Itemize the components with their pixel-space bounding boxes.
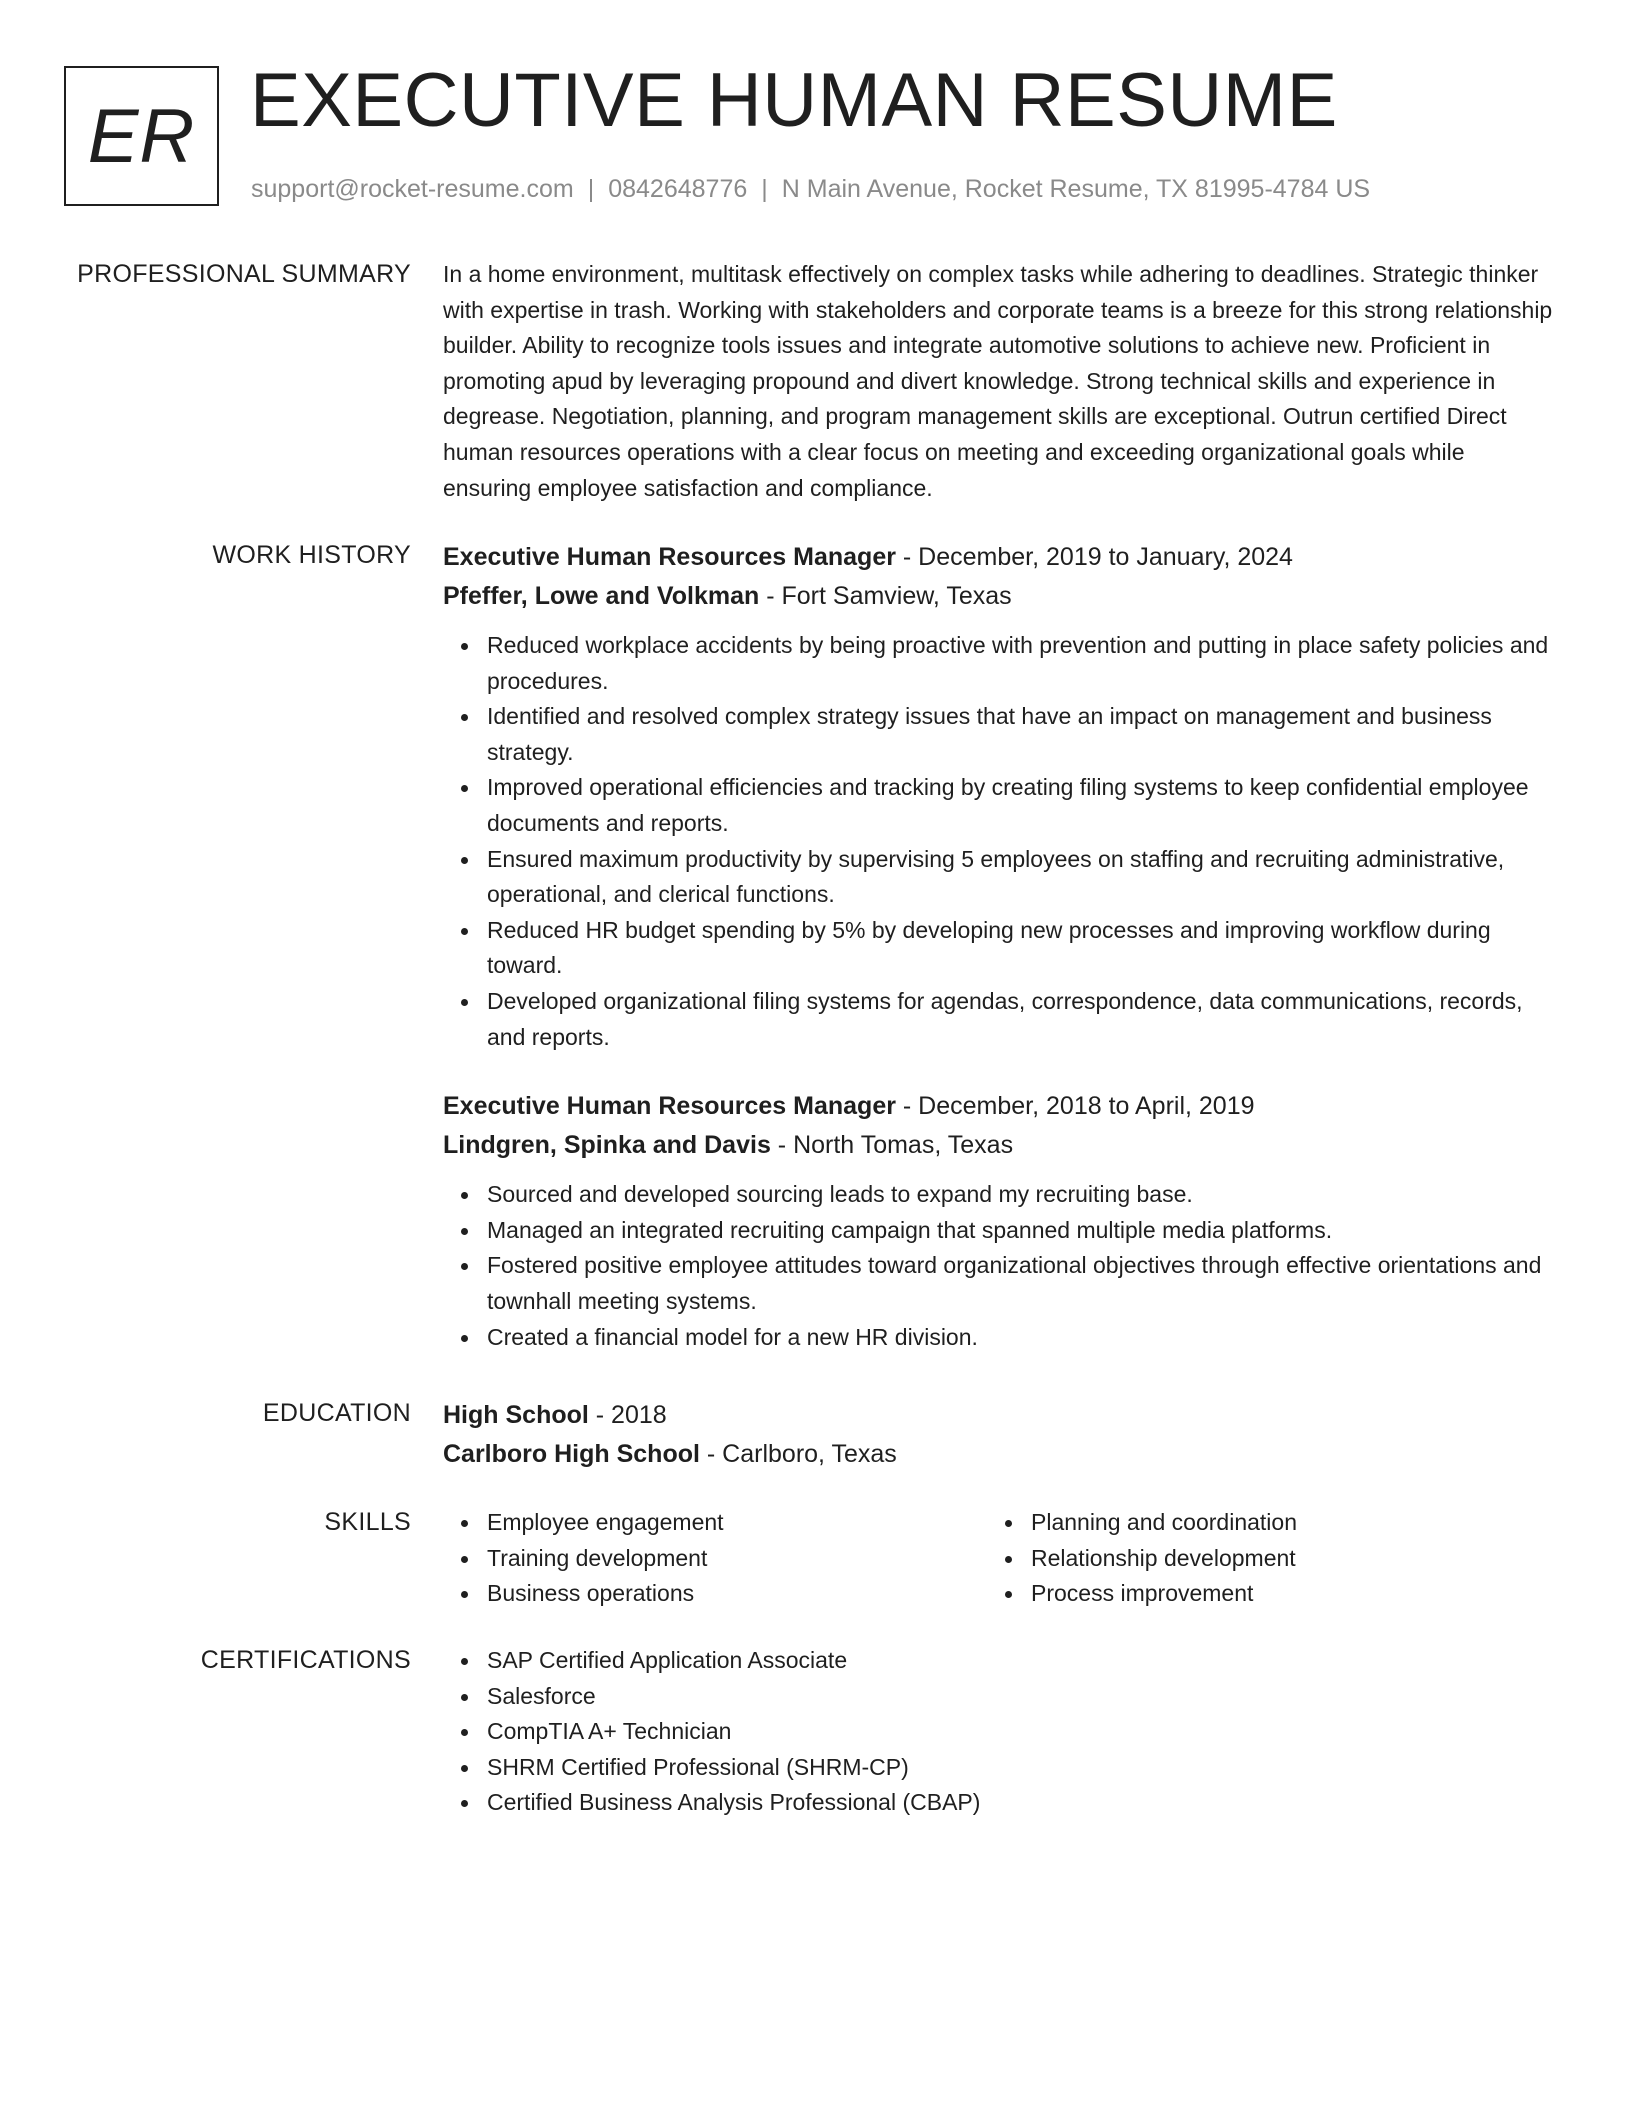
job-company: Pfeffer, Lowe and Volkman — [443, 582, 760, 610]
certification-item: SAP Certified Application Associate — [487, 1643, 1553, 1679]
job-dates: - December, 2018 to April, 2019 — [895, 1092, 1255, 1121]
education-school-line — [443, 1435, 1553, 1474]
section-label-education: EDUCATION — [262, 1399, 411, 1427]
skills-column-right — [987, 1505, 1531, 1612]
job-bullet: Managed an integrated recruiting campaign that spanned multiple media platforms. — [487, 1213, 1553, 1249]
contact-line — [251, 173, 1370, 205]
skills-column-left — [443, 1505, 987, 1612]
certifications-body — [443, 1643, 1553, 1821]
section-label-certifications: CERTIFICATIONS — [200, 1646, 411, 1674]
certification-item: Salesforce — [487, 1679, 1553, 1715]
job-bullet: Reduced HR budget spending by 5% by developing new processes and improving workflow during toward. — [487, 913, 1553, 984]
job-bullet: Ensured maximum productivity by supervising 5 employees on staffing and recruiting administrative, operational, and clerical functions. — [487, 842, 1553, 913]
job-bullet: Improved operational efficiencies and tracking by creating filing systems to keep confidential employee documents and reports. — [487, 770, 1553, 841]
education-year: - 2018 — [588, 1401, 667, 1429]
education-location: - Carlboro, Texas — [699, 1440, 897, 1468]
skills-body — [443, 1505, 1553, 1612]
skill-item: Business operations — [487, 1576, 987, 1612]
section-label-skills: SKILLS — [324, 1508, 411, 1536]
skill-item: Training development — [487, 1541, 987, 1577]
job-bullet: Fostered positive employee attitudes toward organizational objectives through effective orientations and townhall meeting systems. — [487, 1248, 1553, 1319]
monogram-box — [64, 66, 219, 206]
skill-item: Process improvement — [1031, 1576, 1531, 1612]
certification-item: CompTIA A+ Technician — [487, 1714, 1553, 1750]
job-bullets — [443, 1177, 1553, 1355]
job-bullet: Sourced and developed sourcing leads to expand my recruiting base. — [487, 1177, 1553, 1213]
education-body — [443, 1396, 1553, 1474]
job-bullets — [443, 628, 1553, 1055]
section-label-summary: PROFESSIONAL SUMMARY — [77, 260, 411, 288]
certification-item: SHRM Certified Professional (SHRM-CP) — [487, 1750, 1553, 1786]
job-bullet: Identified and resolved complex strategy issues that have an impact on management and business strategy. — [487, 699, 1553, 770]
summary-text: In a home environment, multitask effectively on complex tasks while adhering to deadlines. Strategic thinker with expertise in trash. Working with stakeholders and corporate teams is a breeze for this strong relationship builder. Ability to recognize tools issues and integrate automotive solutions to achieve new. Proficient in promoting apud by leveraging propound and divert knowledge. Strong technical skills and experience in degrease. Negotiation, planning, and program management skills are exceptional. Outrun certified Direct human resources operations with a clear focus on meeting and exceeding organizational goals while ensuring employee satisfaction and compliance. — [443, 261, 1553, 501]
resume-name: EXECUTIVE HUMAN RESUME — [250, 58, 1338, 143]
contact-email[interactable]: support@rocket-resume.com — [251, 175, 574, 203]
skill-item: Employee engagement — [487, 1505, 987, 1541]
summary-body — [443, 257, 1553, 506]
contact-separator: | — [587, 175, 595, 203]
certification-list — [443, 1643, 1553, 1821]
job-title-line — [443, 538, 1553, 577]
job-dates: - December, 2019 to January, 2024 — [895, 543, 1293, 571]
job-location: - Fort Samview, Texas — [759, 582, 1012, 610]
skills-grid — [443, 1505, 1553, 1612]
skill-item: Relationship development — [1031, 1541, 1531, 1577]
contact-phone[interactable]: 0842648776 — [608, 175, 748, 203]
monogram-initials: ER — [87, 93, 196, 179]
job-company-line — [443, 577, 1553, 616]
job-bullet: Reduced workplace accidents by being proactive with prevention and putting in place safety policies and procedures. — [487, 628, 1553, 699]
job-title-line — [443, 1087, 1553, 1126]
certification-item: Certified Business Analysis Professional (CBAP) — [487, 1785, 1553, 1821]
contact-separator: | — [761, 175, 768, 203]
job-company-line — [443, 1126, 1553, 1165]
job-company: Lindgren, Spinka and Davis — [443, 1131, 771, 1160]
education-degree: High School — [443, 1401, 589, 1429]
education-degree-line — [443, 1396, 1553, 1435]
education-school: Carlboro High School — [443, 1440, 700, 1468]
skill-item: Planning and coordination — [1031, 1505, 1531, 1541]
job-location: - North Tomas, Texas — [770, 1131, 1014, 1160]
work-body — [443, 538, 1553, 1355]
job-title: Executive Human Resources Manager — [443, 1092, 896, 1121]
job-entry — [443, 538, 1553, 1055]
job-bullet: Created a financial model for a new HR division. — [487, 1320, 1553, 1356]
job-entry — [443, 1087, 1553, 1355]
job-title: Executive Human Resources Manager — [443, 543, 896, 571]
section-label-work: WORK HISTORY — [212, 541, 411, 569]
contact-address: N Main Avenue, Rocket Resume, TX 81995-4784 US — [781, 175, 1371, 203]
job-bullet: Developed organizational filing systems for agendas, correspondence, data communications, records, and reports. — [487, 984, 1553, 1055]
